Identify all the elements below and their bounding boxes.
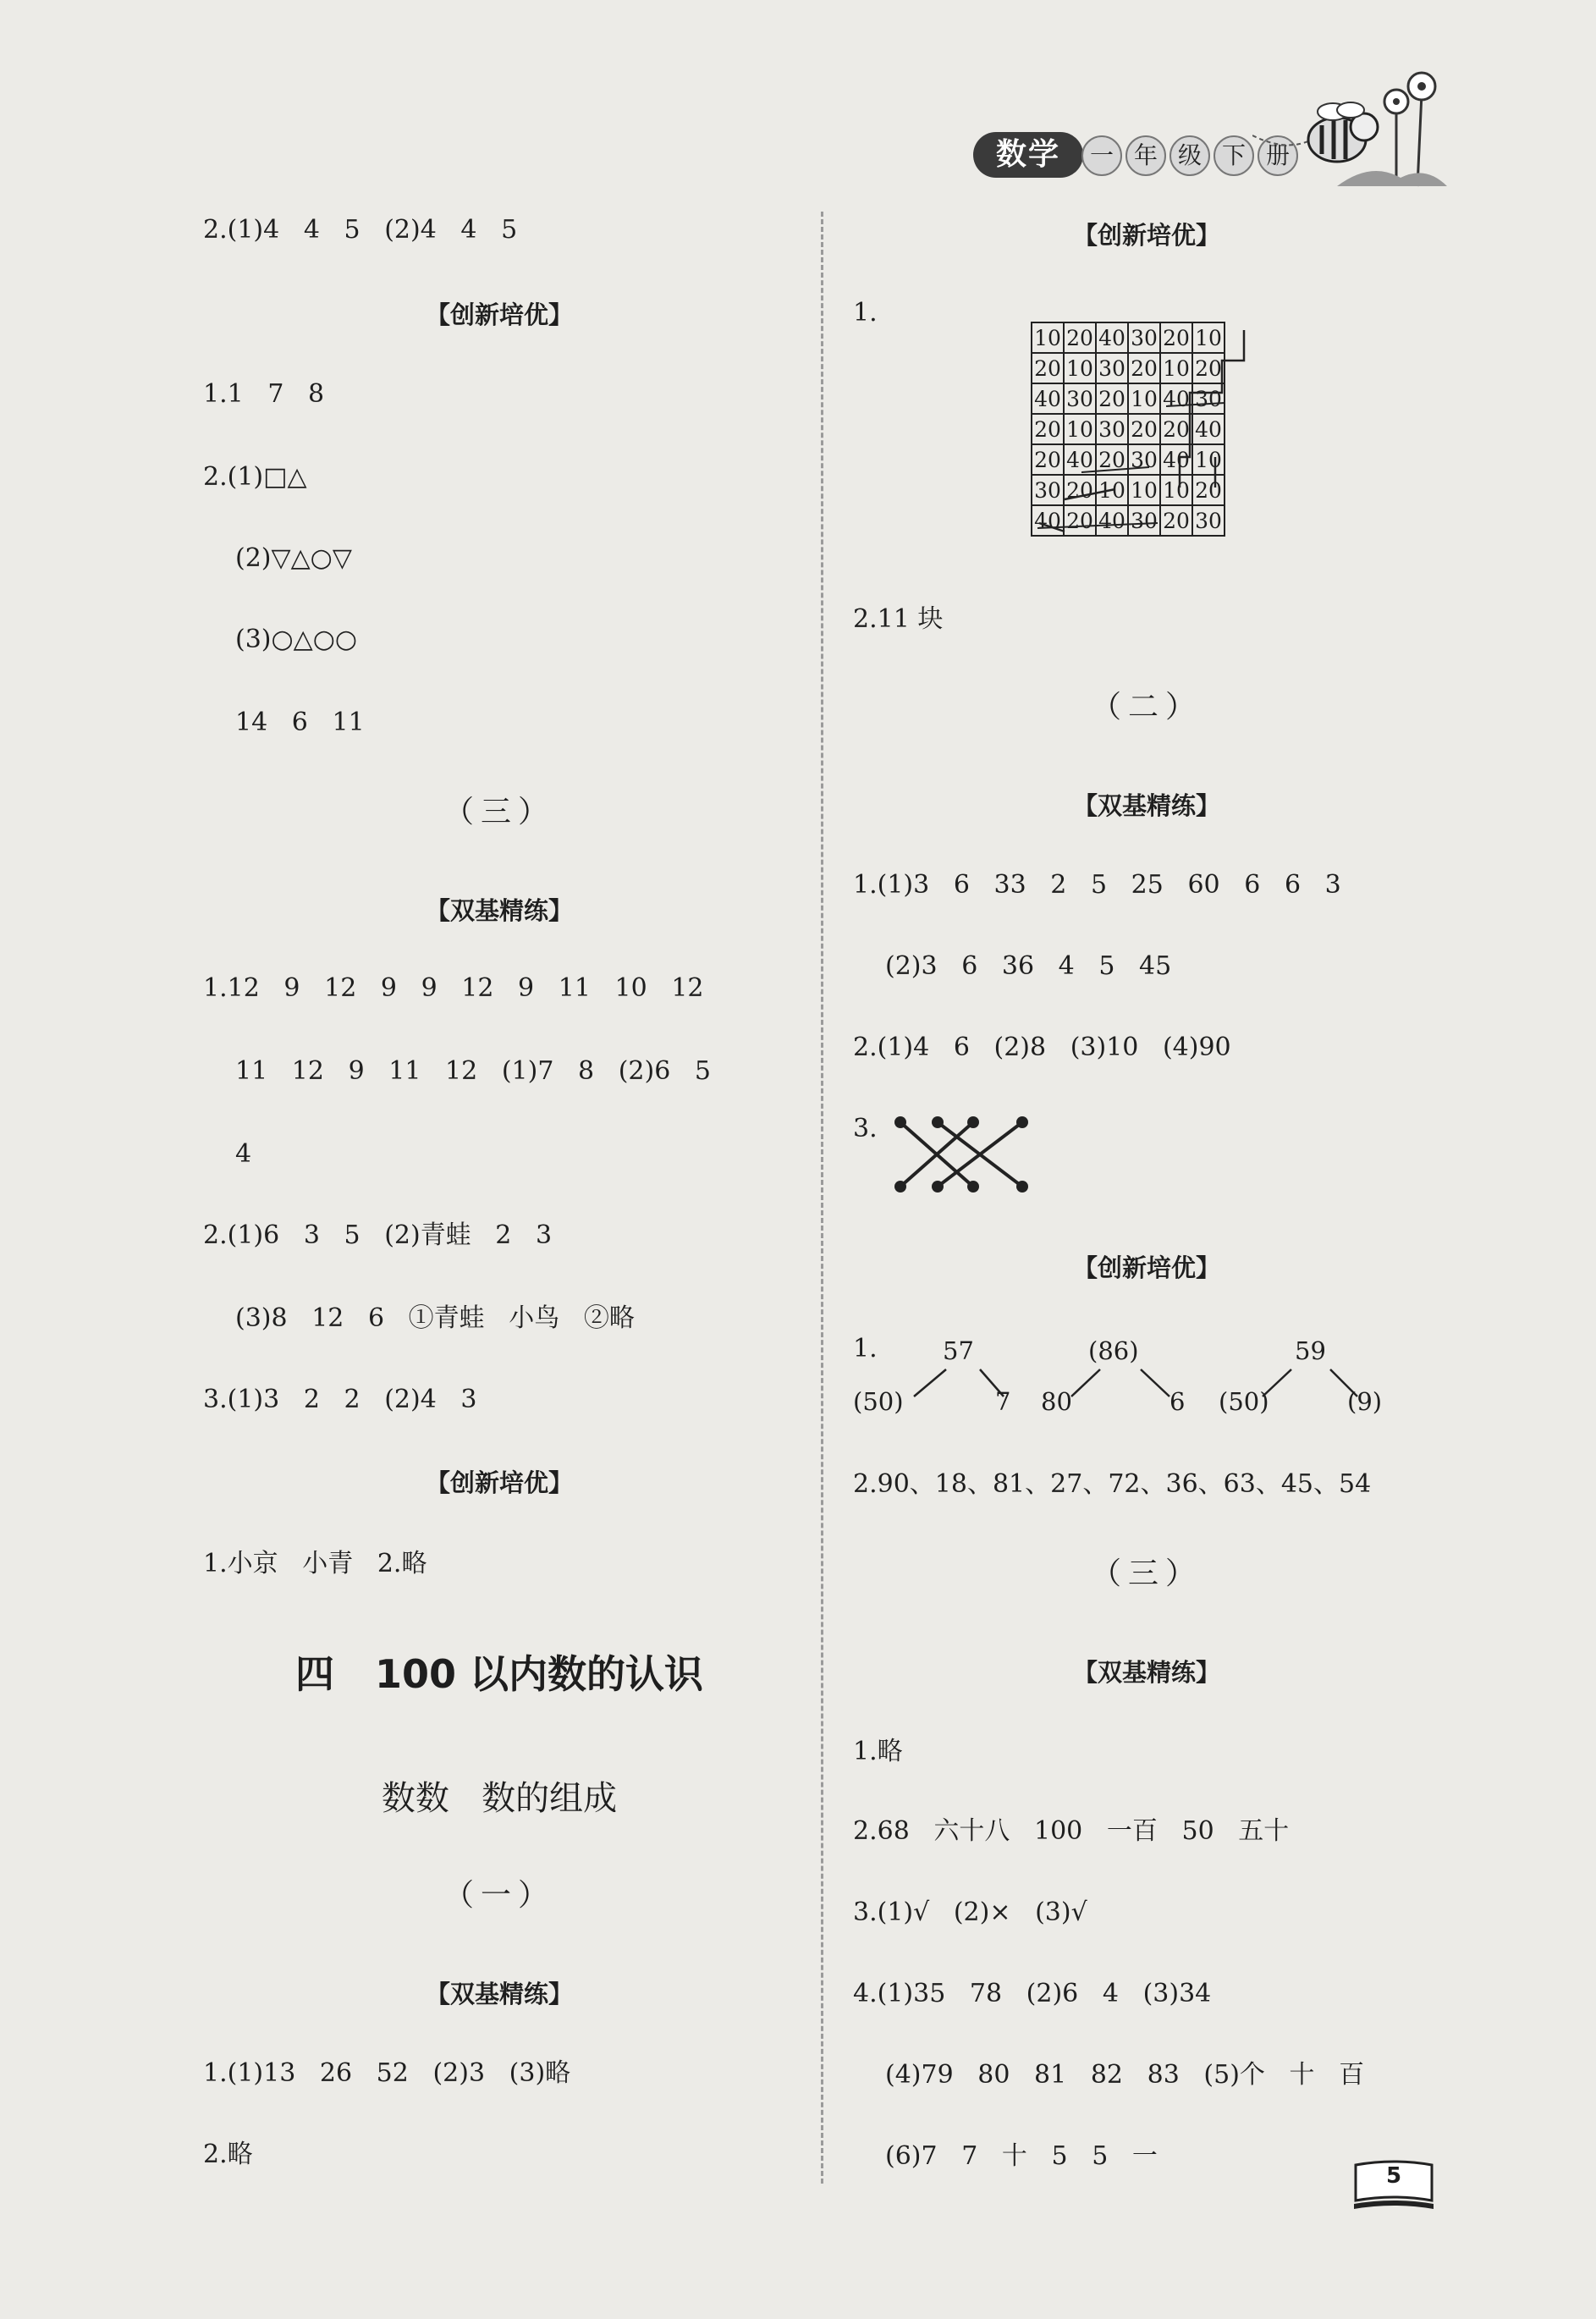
- grid-cell: 10: [1192, 322, 1225, 353]
- page-number: [1352, 2157, 1435, 2212]
- question-label: 3.: [853, 1114, 878, 1143]
- grid-row: [1032, 505, 1225, 536]
- number-grid: [1031, 322, 1225, 537]
- chapter-title: 四 100 以内数的认识: [294, 1651, 704, 1697]
- grid-cell: 30: [1128, 444, 1160, 475]
- grid-cell: 20: [1096, 444, 1128, 475]
- grid-cell: 40: [1032, 383, 1064, 414]
- grid-cell: 20: [1064, 505, 1096, 536]
- grid-cell: 40: [1160, 383, 1192, 414]
- answer-line: 1.(1)13 26 52 (2)3 (3)略: [203, 2058, 571, 2088]
- grid-cell: 30: [1096, 414, 1128, 444]
- grid-cell: 10: [1128, 475, 1160, 505]
- answer-line: 1.略: [853, 1737, 903, 1766]
- grid-cell: 30: [1128, 505, 1160, 536]
- answer-line: 2.(1)□△: [203, 462, 307, 492]
- part-title: （一）: [443, 1878, 556, 1913]
- grid-cell: 20: [1064, 322, 1096, 353]
- answer-line: 4.(1)35 78 (2)6 4 (3)34: [853, 1979, 1212, 2008]
- grid-cell: 20: [1032, 414, 1064, 444]
- grade-char: 一: [1081, 135, 1122, 176]
- grid-cell: 20: [1160, 322, 1192, 353]
- section-title: 【创新培优】: [425, 1468, 574, 1497]
- grid-cell: 20: [1160, 505, 1192, 536]
- grid-row: [1032, 383, 1225, 414]
- grid-cell: 10: [1032, 322, 1064, 353]
- section-title: 【双基精练】: [1072, 1658, 1221, 1687]
- answer-line: (4)79 80 81 82 83 (5)个 十 百: [885, 2060, 1365, 2090]
- tree-left-number: (50): [853, 1387, 904, 1416]
- answer-line: 2.68 六十八 100 一百 50 五十: [853, 1816, 1290, 1846]
- grid-cell: 10: [1160, 475, 1192, 505]
- answer-line: (6)7 7 十 5 5 一: [885, 2141, 1158, 2171]
- column-divider: [821, 212, 823, 2184]
- question-label: 1.: [853, 298, 878, 328]
- answer-line: 1.(1)3 6 33 2 5 25 60 6 6 3: [853, 870, 1341, 900]
- grid-cell: 20: [1128, 414, 1160, 444]
- matching-lines-diagram: [889, 1109, 1041, 1202]
- grid-cell: 30: [1192, 505, 1225, 536]
- grid-row: [1032, 444, 1225, 475]
- answer-line: 2.(1)4 6 (2)8 (3)10 (4)90: [853, 1033, 1231, 1062]
- tree-right-number: 7: [995, 1387, 1011, 1416]
- grid-cell: 10: [1128, 383, 1160, 414]
- section-title: 【双基精练】: [425, 896, 574, 925]
- grid-cell: 10: [1096, 475, 1128, 505]
- tree-left-number: 80: [1041, 1387, 1072, 1416]
- grid-cell: 20: [1192, 353, 1225, 383]
- subject-badge: 数学: [973, 132, 1083, 178]
- answer-line: (3)○△○○: [235, 625, 358, 654]
- grade-char: 册: [1258, 135, 1298, 176]
- grid-cell: 10: [1160, 353, 1192, 383]
- grid-cell: 30: [1192, 383, 1225, 414]
- grid-cell: 40: [1096, 322, 1128, 353]
- grid-cell: 30: [1032, 475, 1064, 505]
- question-label: 1.: [853, 1334, 878, 1363]
- grid-row: [1032, 414, 1225, 444]
- bee-flower-decoration-icon: [1252, 59, 1447, 195]
- grid-cell: 20: [1032, 444, 1064, 475]
- grid-cell: 40: [1096, 505, 1128, 536]
- section-title: 【双基精练】: [425, 1980, 574, 2008]
- tree-top-number: 57: [943, 1336, 974, 1365]
- answer-line: 11 12 9 11 12 (1)7 8 (2)6 5: [235, 1056, 711, 1086]
- part-title: （二）: [1090, 690, 1203, 724]
- part-title: （三）: [443, 795, 556, 829]
- answer-line: 2.略: [203, 2140, 253, 2169]
- grid-cell: 30: [1128, 322, 1160, 353]
- grid-row: [1032, 322, 1225, 353]
- grid-cell: 10: [1192, 444, 1225, 475]
- subchapter-title: 数数 数的组成: [381, 1779, 618, 1818]
- answer-line: (2)3 6 36 4 5 45: [885, 951, 1172, 981]
- answer-line: 2.11 块: [853, 604, 944, 634]
- grid-cell: 20: [1064, 475, 1096, 505]
- answer-line: 2.(1)4 4 5 (2)4 4 5: [203, 215, 518, 245]
- grid-cell: 20: [1096, 383, 1128, 414]
- tree-top-number: 59: [1295, 1336, 1326, 1365]
- grid-cell: 30: [1096, 353, 1128, 383]
- grid-cell: 40: [1064, 444, 1096, 475]
- grid-cell: 20: [1160, 414, 1192, 444]
- grid-cell: 10: [1064, 414, 1096, 444]
- grid-row: [1032, 353, 1225, 383]
- answer-line: 3.(1)3 2 2 (2)4 3: [203, 1385, 477, 1414]
- grid-cell: 10: [1064, 353, 1096, 383]
- part-title: （三）: [1090, 1556, 1203, 1591]
- section-title: 【创新培优】: [1072, 1253, 1221, 1282]
- grade-char: 级: [1169, 135, 1210, 176]
- answer-line: 2.90、18、81、27、72、36、63、45、54: [853, 1469, 1372, 1499]
- answer-line: (3)8 12 6 ①青蛙 小鸟 ②略: [235, 1303, 635, 1333]
- answer-line: 3.(1)√ (2)× (3)√: [853, 1898, 1087, 1927]
- grid-cell: 40: [1032, 505, 1064, 536]
- grid-cell: 40: [1160, 444, 1192, 475]
- answer-line: 14 6 11: [235, 708, 365, 737]
- grade-char: 下: [1214, 135, 1254, 176]
- grid-cell: 20: [1128, 353, 1160, 383]
- section-title: 【创新培优】: [425, 300, 574, 329]
- answer-line: 2.(1)6 3 5 (2)青蛙 2 3: [203, 1220, 553, 1250]
- answer-line: 4: [235, 1139, 252, 1169]
- page-number-text: 5: [1385, 2163, 1402, 2189]
- grid-cell: 20: [1192, 475, 1225, 505]
- grid-row: [1032, 475, 1225, 505]
- answer-line: (2)▽△○▽: [235, 543, 352, 573]
- tree-right-number: (9): [1347, 1387, 1383, 1416]
- grid-cell: 20: [1032, 353, 1064, 383]
- grade-char: 年: [1125, 135, 1166, 176]
- grid-cell: 40: [1192, 414, 1225, 444]
- section-title: 【双基精练】: [1072, 791, 1221, 820]
- tree-top-number: (86): [1088, 1336, 1139, 1365]
- tree-left-number: (50): [1219, 1387, 1269, 1416]
- answer-line: 1.12 9 12 9 9 12 9 11 10 12: [203, 973, 704, 1003]
- tree-right-number: 6: [1169, 1387, 1186, 1416]
- section-title: 【创新培优】: [1072, 221, 1221, 250]
- answer-line: 1.小京 小青 2.略: [203, 1549, 427, 1578]
- answer-line: 1.1 7 8: [203, 379, 325, 409]
- grid-cell: 30: [1064, 383, 1096, 414]
